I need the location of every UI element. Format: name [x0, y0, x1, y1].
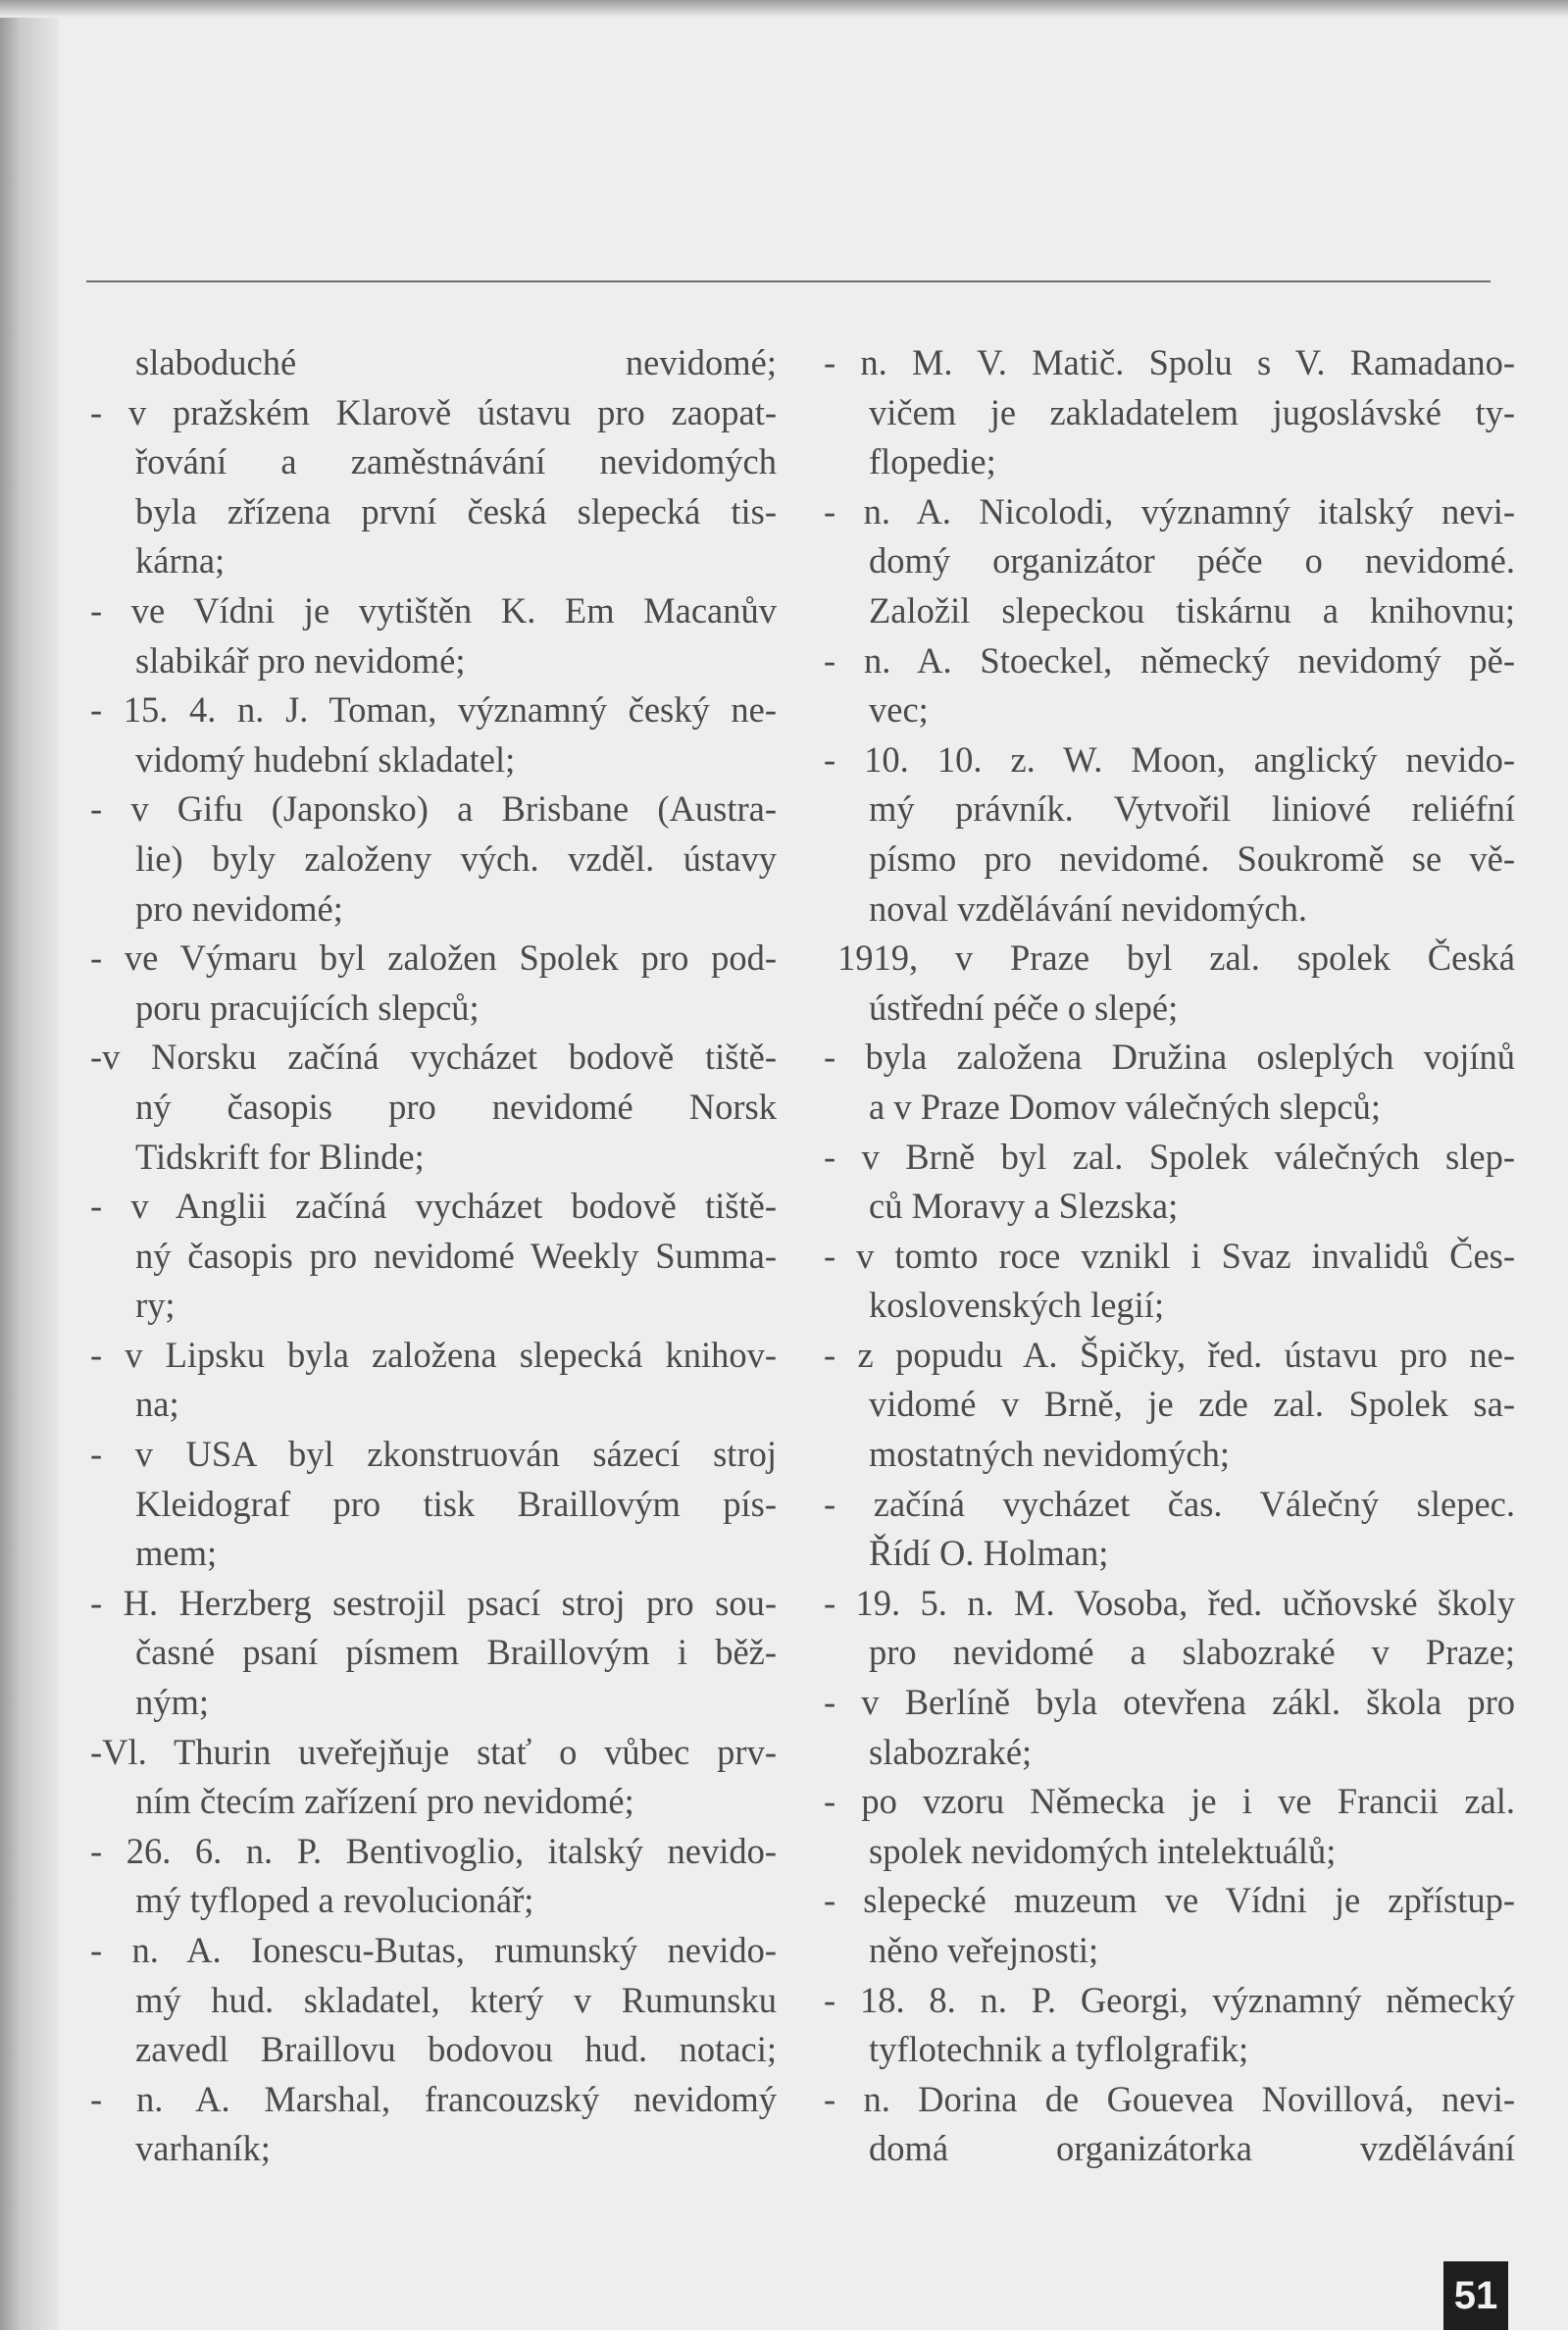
text-line: noval vzdělávání nevidomých.: [869, 887, 1307, 929]
text-line: ným;: [135, 1682, 210, 1723]
text-line: ný časopis pro nevidomé Weekly Summa-: [135, 1235, 777, 1276]
text-line: slabikář pro nevidomé;: [135, 639, 466, 681]
text-line: ním čtecím zařízení pro nevidomé;: [135, 1781, 634, 1822]
page-binding-shadow: [0, 0, 59, 2330]
text-line: Řídí O. Holman;: [869, 1533, 1109, 1574]
text-line: vidomé v Brně, je zde zal. Spolek sa-: [869, 1384, 1515, 1425]
text-line: - n. Dorina de Gouevea Novillová, nevi-: [824, 2078, 1515, 2119]
text-line: -v Norsku začíná vycházet bodově tiště-: [90, 1037, 777, 1078]
text-line: mý tyfloped a revolucionář;: [135, 1880, 534, 1921]
text-line: něno veřejnosti;: [869, 1930, 1099, 1970]
text-line: slabozraké;: [869, 1731, 1033, 1772]
left-column: [90, 338, 777, 2174]
text-line: - v Lipsku byla založena slepecká knihov-: [90, 1334, 777, 1375]
text-line: - n. A. Nicolodi, významný italský nevi-: [824, 490, 1515, 532]
text-line: poru pracujících slepců;: [135, 987, 480, 1028]
text-line: - v Gifu (Japonsko) a Brisbane (Austra-: [90, 788, 777, 830]
header-rule: [86, 280, 1491, 282]
text-line: řování a zaměstnávání nevidomých: [135, 441, 777, 482]
text-line: vidomý hudební skladatel;: [135, 738, 516, 780]
text-line: - v Berlíně byla otevřena zákl. škola pro: [824, 1682, 1515, 1723]
text-line: - 26. 6. n. P. Bentivoglio, italský nevido-: [90, 1830, 777, 1871]
text-line: mem;: [135, 1533, 218, 1574]
text-line: - 19. 5. n. M. Vosoba, řed. učňovské školy: [824, 1582, 1515, 1623]
page-number: 51: [1443, 2261, 1508, 2330]
text-line: a v Praze Domov válečných slepců;: [869, 1086, 1381, 1127]
text-line: kárna;: [135, 540, 226, 582]
text-line: - po vzoru Německa je i ve Francii zal.: [824, 1781, 1515, 1822]
text-line: - začíná vycházet čas. Válečný slepec.: [824, 1483, 1515, 1524]
text-line: - v Anglii začíná vycházet bodově tiště-: [90, 1186, 777, 1227]
text-line: ry;: [135, 1285, 176, 1326]
text-line: - v pražském Klarově ústavu pro zaopat-: [90, 391, 777, 432]
text-line: na;: [135, 1384, 179, 1425]
text-line: mý právník. Vytvořil liniové reliéfní: [869, 788, 1515, 830]
text-line: ústřední péče o slepé;: [869, 987, 1179, 1028]
text-line: časné psaní písmem Braillovým i běž-: [135, 1632, 777, 1673]
text-line: pro nevidomé a slabozraké v Praze;: [869, 1632, 1515, 1673]
text-line: - H. Herzberg sestrojil psací stroj pro sou-: [90, 1582, 777, 1623]
text-line: - v Brně byl zal. Spolek válečných slep-: [824, 1136, 1515, 1177]
text-line: - slepecké muzeum ve Vídni je zpřístup-: [824, 1880, 1515, 1921]
text-line: domý organizátor péče o nevidomé.: [869, 540, 1515, 582]
text-line: koslovenských legií;: [869, 1285, 1165, 1326]
text-line: - n. A. Stoeckel, německý nevidomý pě-: [824, 639, 1515, 681]
text-line: mostatných nevidomých;: [869, 1434, 1230, 1475]
text-line: Kleidograf pro tisk Braillovým pís-: [135, 1483, 777, 1524]
text-line: zavedl Braillovu bodovou hud. notaci;: [135, 2029, 777, 2070]
text-line: - byla založena Družina osleplých vojínů: [824, 1037, 1515, 1078]
text-line: tyflotechnik a tyflolgrafik;: [869, 2029, 1249, 2070]
text-line: lie) byly založeny vých. vzděl. ústavy: [135, 837, 777, 879]
text-line: -Vl. Thurin uveřejňuje stať o vůbec prv-: [90, 1731, 777, 1772]
text-line: Založil slepeckou tiskárnu a knihovnu;: [869, 589, 1515, 631]
text-line: - ve Vídni je vytištěn K. Em Macanův: [90, 589, 777, 631]
text-line: - 18. 8. n. P. Georgi, významný německý: [824, 1979, 1515, 2020]
page-top-shadow: [0, 0, 1568, 18]
text-line: varhaník;: [135, 2128, 271, 2169]
text-line: - v tomto roce vznikl i Svaz invalidů Čes-: [824, 1235, 1515, 1276]
text-line: vec;: [869, 689, 929, 731]
text-line: ců Moravy a Slezska;: [869, 1186, 1179, 1227]
right-column: [824, 338, 1515, 2174]
text-line: 1919, v Praze byl zal. spolek Česká: [837, 937, 1515, 979]
text-line: - n. A. Ionescu-Butas, rumunský nevido-: [90, 1930, 777, 1970]
text-line: byla zřízena první česká slepecká tis-: [135, 490, 777, 532]
text-line: - 15. 4. n. J. Toman, významný český ne-: [90, 689, 777, 731]
text-line: - z popudu A. Špičky, řed. ústavu pro ne-: [824, 1334, 1515, 1375]
text-line: - v USA byl zkonstruován sázecí stroj: [90, 1434, 777, 1475]
text-line: - n. A. Marshal, francouzský nevidomý: [90, 2078, 777, 2119]
text-line: spolek nevidomých intelektuálů;: [869, 1830, 1337, 1871]
text-line: pro nevidomé;: [135, 887, 343, 929]
text-line: slaboduché nevidomé;: [135, 342, 777, 382]
text-line: písmo pro nevidomé. Soukromě se vě-: [869, 837, 1515, 879]
text-line: - n. M. V. Matič. Spolu s V. Ramadano-: [824, 342, 1515, 382]
text-line: ný časopis pro nevidomé Norsk: [135, 1086, 777, 1127]
text-line: - ve Výmaru byl založen Spolek pro pod-: [90, 937, 777, 979]
text-line: - 10. 10. z. W. Moon, anglický nevido-: [824, 738, 1515, 780]
text-line: vičem je zakladatelem jugoslávské ty-: [869, 391, 1515, 432]
text-line: Tidskrift for Blinde;: [135, 1136, 425, 1177]
text-line: domá organizátorka vzdělávání: [869, 2128, 1515, 2169]
text-line: flopedie;: [869, 441, 996, 482]
text-line: mý hud. skladatel, který v Rumunsku: [135, 1979, 777, 2020]
